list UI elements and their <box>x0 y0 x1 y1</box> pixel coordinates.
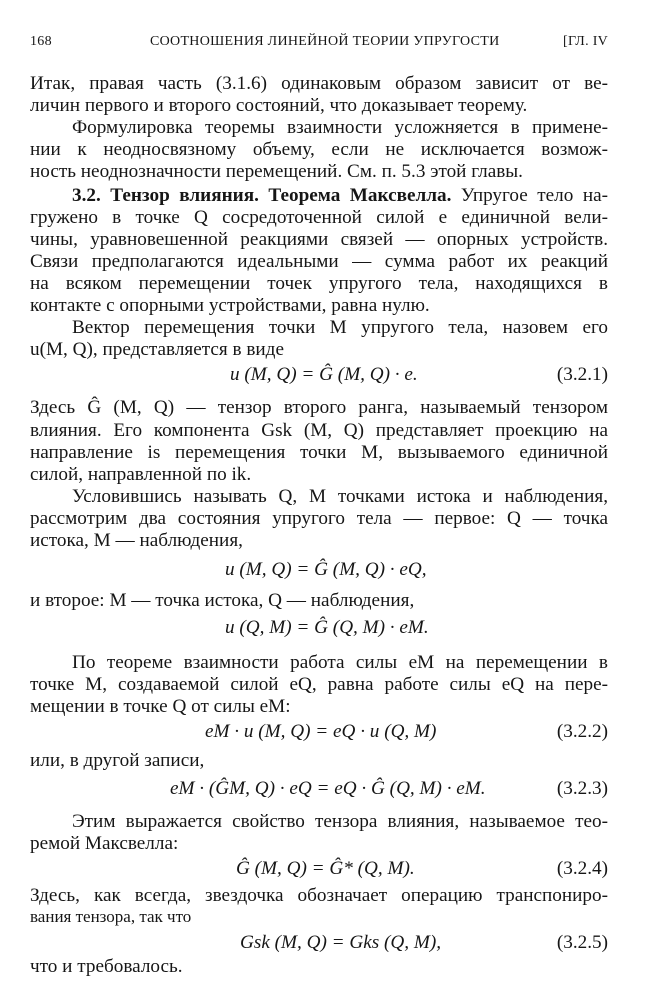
equation-number: (3.2.2) <box>556 720 608 742</box>
text-line: истока, M — наблюдения, <box>30 530 243 552</box>
equation: u (M, Q) = Ĝ (M, Q) · eQ, <box>225 558 427 580</box>
section-heading: 3.2. Тензор влияния. Теорема Максвелла. <box>72 184 452 206</box>
running-title: СООТНОШЕНИЯ ЛИНЕЙНОЙ ТЕОРИИ УПРУГОСТИ <box>150 34 500 49</box>
equation-number: (3.2.5) <box>556 931 608 953</box>
equation: u (Q, M) = Ĝ (Q, M) · eM. <box>225 616 429 638</box>
text-line: влияния. Его компонента Gsk (M, Q) представляет проекцию на <box>30 419 608 441</box>
text-line: силой, направленной по ik. <box>30 463 252 485</box>
text-line: гружено в точке Q сосредоточенной силой e единичной вели- <box>30 206 608 228</box>
text-line: Связи предполагаются идеальными — сумма работ их реакций <box>30 250 608 272</box>
text-line: Упругое тело на- <box>460 184 609 206</box>
equation-number: (3.2.4) <box>556 858 608 880</box>
text-line: вания тензора, так что <box>30 907 192 927</box>
equation-3-2-5: Gsk (M, Q) = Gks (Q, M), <box>240 931 442 953</box>
chapter-label: [ГЛ. IV <box>563 34 609 49</box>
text-line: Здесь Ĝ (M, Q) — тензор второго ранга, называемый тензором <box>30 397 608 419</box>
text-line: Вектор перемещения точки M упругого тела, назовем его <box>72 317 608 339</box>
equation-3-2-1: u (M, Q) = Ĝ (M, Q) · e. <box>230 364 418 386</box>
text-line: u(M, Q), представляется в виде <box>30 339 284 361</box>
equation-3-2-4: Ĝ (M, Q) = Ĝ* (Q, M). <box>236 858 415 880</box>
equation-number: (3.2.1) <box>556 364 608 386</box>
text-line: Формулировка теоремы взаимности усложняется в примене- <box>72 117 608 139</box>
text-line: личин первого и второго состояний, что доказывает теорему. <box>30 95 528 117</box>
text-line: Этим выражается свойство тензора влияния, называемое тео- <box>72 811 608 833</box>
text-line: мещении в точке Q от силы eM: <box>30 696 291 718</box>
text-line: что и требовалось. <box>30 956 183 977</box>
equation-number: (3.2.3) <box>556 778 608 800</box>
text-line: направление is перемещения точки M, вызываемого единичной <box>30 441 608 463</box>
text-line: точке M, создаваемой силой eQ, равна работе силы eQ на пере- <box>30 673 608 695</box>
text-line: ремой Максвелла: <box>30 833 179 855</box>
equation-3-2-2: eM · u (M, Q) = eQ · u (Q, M) <box>205 720 437 742</box>
text-line: на всяком перемещении точек упругого тела, находящихся в <box>30 273 608 294</box>
text-line: По теореме взаимности работа силы eM на перемещении в <box>72 651 608 673</box>
text-line: контакте с опорными устройствами, равна нулю. <box>30 295 430 317</box>
text-line: рассмотрим два состояния упругого тела — первое: Q — точка <box>30 508 608 530</box>
text-line: Итак, правая часть (3.1.6) одинаковым образом зависит от ве- <box>30 73 608 94</box>
section-first-line <box>72 184 608 208</box>
text-line: или, в другой записи, <box>30 749 205 771</box>
text-line: Условившись называть Q, M точками истока и наблюдения, <box>72 485 608 507</box>
text-line: ность неоднозначности перемещений. См. п. 5.3 этой главы. <box>30 161 523 183</box>
text-line: чины, уравновешенной реакциями связей — опорных устройств. <box>30 228 608 250</box>
text-line: Здесь, как всегда, звездочка обозначает операцию транспониро- <box>30 885 608 907</box>
equation-3-2-3: eM · (ĜM, Q) · eQ = eQ · Ĝ (Q, M) · eM. <box>170 778 486 800</box>
text-line: нии к неодносвязному объему, если не исключается возмож- <box>30 139 608 161</box>
page-number: 168 <box>30 34 52 49</box>
text-line: и второе: M — точка истока, Q — наблюдения, <box>30 590 415 612</box>
